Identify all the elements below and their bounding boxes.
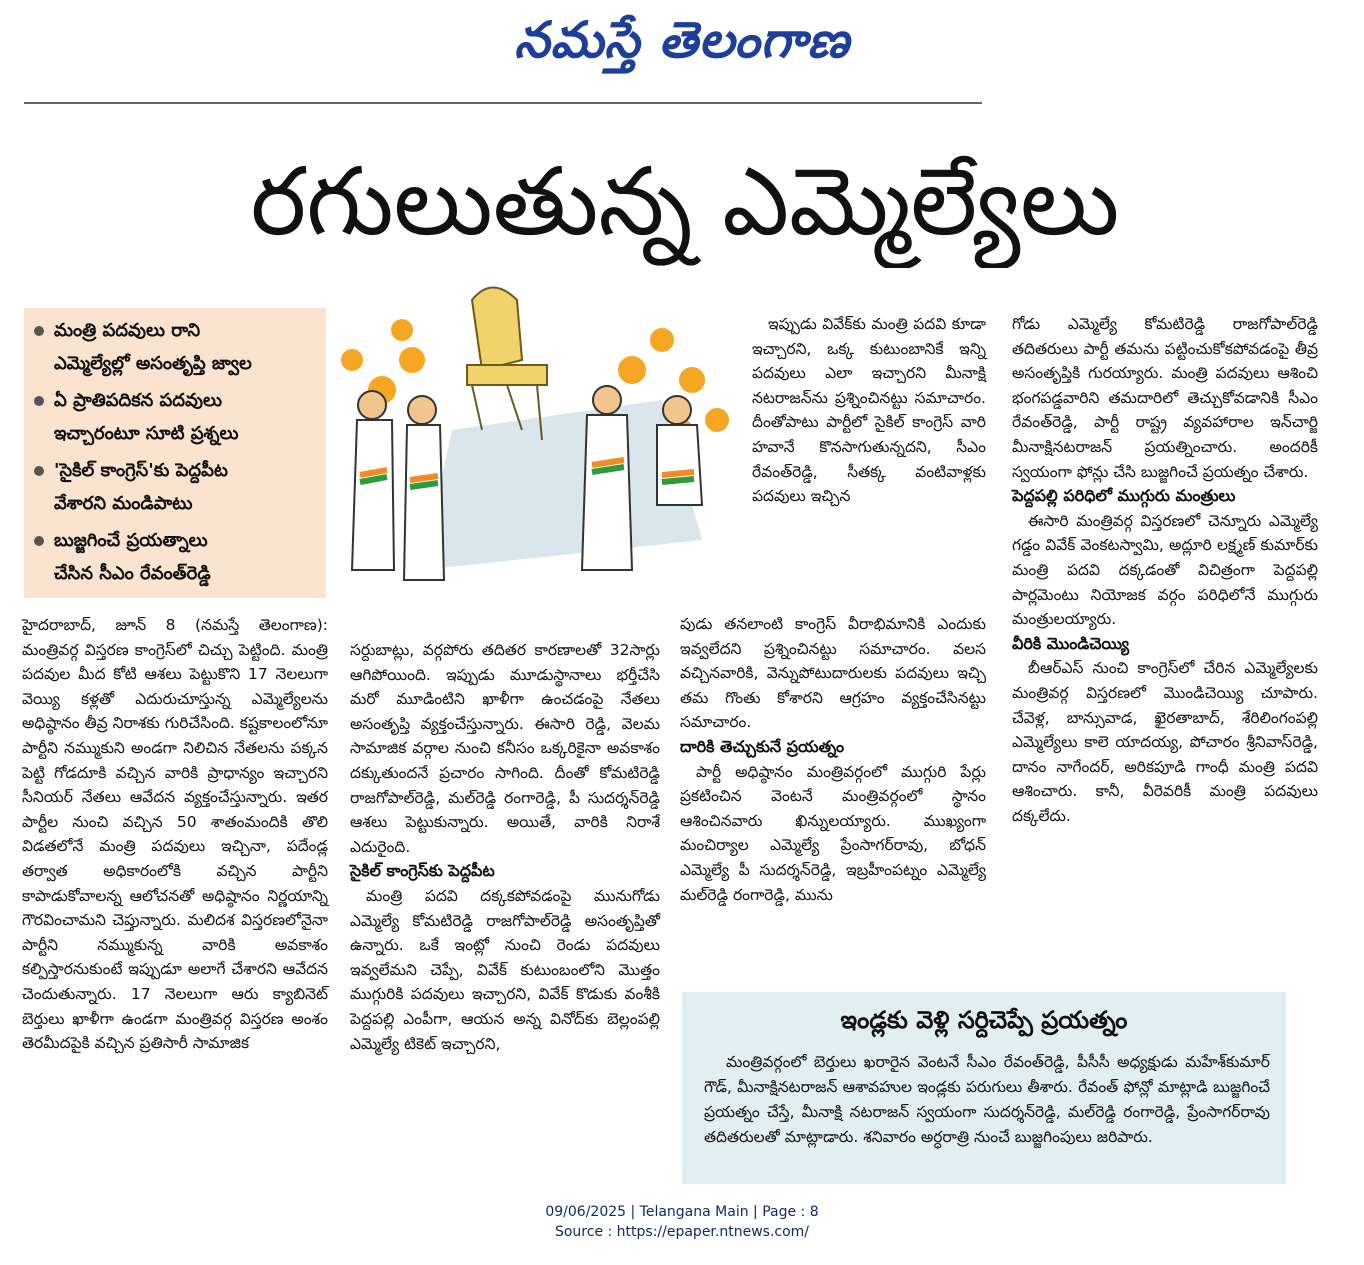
subheading: వీరికి మొండిచెయ్యి [1012,633,1130,653]
headline: రగులుతున్న ఎమ్మెల్యేలు [250,148,1120,257]
highlight-item: మంత్రి పదవులు రాని ఎమ్మెల్యేల్లో అసంతృప్తి జ్వాల [34,314,324,380]
highlight-item: ఏ ప్రాతిపదికన పదవులు ఇచ్చారంటూ సూటి ప్రశ్నలు [34,384,324,450]
page-footer [0,1202,1364,1242]
article-column-3-top: ఇప్పుడు వివేక్‌కు మంత్రి పదవి కూడా ఇచ్చారని, ఒక్క కుటుంబానికే ఇన్ని పదవులు ఎలా ఇచ్చారని మీనాక్షి నటరాజన్‌ను ప్రశ్నించినట్టు సమాచారం. దీంతోపాటు పార్టీలో సైకిల్ కాంగ్రెస్ వారి హవానే కొనసాగుతున్నదని, సీఎం రేవంత్‌రెడ్డి, సీతక్క వంటివాళ్లకు పదవులు ఇచ్చిన [752,315,986,506]
footer-date-page: 09/06/2025 | Telangana Main | Page : 8 [545,1204,819,1220]
subheading: దారికి తెచ్చుకునే ప్రయత్నం [680,736,845,756]
highlight-item: బుజ్జగించే ప్రయత్నాలు చేసిన సీఎం రేవంత్‌రెడ్డి [34,524,324,590]
cartoon-illustration [332,280,742,610]
highlights-box [24,308,326,598]
top-divider [24,102,982,104]
newspaper-logo: నమస్తే తెలంగాణ [514,10,850,69]
highlight-item: 'సైకిల్ కాంగ్రెస్'కు పెద్దపీట వేశారని మండిపాటు [34,454,324,520]
bullet-icon [34,536,44,546]
box-text: మంత్రివర్గంలో బెర్తులు ఖరారైన వెంటనే సీఎం రేవంత్‌రెడ్డి, పీసీసీ అధ్యక్షుడు మహేశ్‌కుమార్ గౌడ్, మీనాక్షినటరాజన్ ఆశావహుల ఇండ్లకు పరుగులు తీశారు. రేవంత్ ఫోన్లో మాట్లాడి బుజ్జగించే ప్రయత్నం చేస్తే, మీనాక్షి నటరాజన్ స్వయంగా సుదర్శన్‌రెడ్డి, మల్‌రెడ్డి రంగారెడ్డి, ప్రేంసాగర్‌రావు తదితరులతో మాట్లాడారు. శనివారం అర్ధరాత్రి నుంచే బుజ్జగింపులు జరిపారు. [704,1053,1270,1146]
subheading: పెద్దపల్లి పరిధిలో ముగ్గురు మంత్రులు [1012,486,1236,506]
masthead [0,0,1364,80]
box-title: ఇండ్లకు వెళ్లి సర్దిచెప్పే ప్రయత్నం [840,1006,1128,1034]
article-column-2: సర్దుబాట్లు, వర్గపోరు తదితర కారణాలతో 32సార్లు ఆగిపోయింది. ఇప్పుడు మూడుస్థానాలు భర్తీచేసి మరో మూడింటిని ఖాళీగా ఉంచడంపై నేతలు అసంతృప్తి వ్యక్తంచేస్తున్నారు. ఈసారి రెడ్డి, వెలమ సామాజిక వర్గాల నుంచి కనీసం ఒక్కరికైనా అవకాశం దక్కుతుందనే ప్రచారం సాగింది. దీంతో కోమటిరెడ్డి రాజగోపాల్‌రెడ్డి, మల్‌రెడ్డి రంగారెడ్డి, పీ సుదర్శన్‌రెడ్డి ఆశలు పెట్టుకున్నారు. అయితే, వారికి నిరాశే ఎదురైంది. సైకిల్ కాంగ్రెస్‌కు పెద్దపీట మంత్రి పదవి దక్కకపోవడంపై మునుగోడు ఎమ్మెల్యే కోమటిరెడ్డి రాజగోపాల్‌రెడ్డి అసంతృప్తితో ఉన్నారు. ఒకే ఇంట్లో నుంచి రెండు పదవులు ఇవ్వలేమని చెప్పే, వివేక్ కుటుంబంలోని మొత్తం ముగ్గురికి పదవులు ఇచ్చారని, వివేక్ కొడుకు వంశీకి పెద్దపల్లి ఎంపీగా, ఆయన అన్న వినోద్‌కు బెల్లంపల్లి ఎమ్మెల్యే టికెట్ ఇచ్చారని, [350,641,660,1053]
bullet-icon [34,396,44,406]
article-column-3: పుడు తనలాంటి కాంగ్రెస్ వీరాభిమానికి ఎందుకు ఇవ్వలేదని ప్రశ్నించినట్టు సమాచారం. వలస వచ్చినవారికి, వెన్నుపోటుదారులకు పదవులు ఇచ్చి తమ గొంతు కోశారని ఆగ్రహం వ్యక్తంచేసినట్టు సమాచారం. దారికి తెచ్చుకునే ప్రయత్నం పార్టీ అధిష్ఠానం మంత్రివర్గంలో ముగ్గురి పేర్లు ప్రకటించిన వెంటనే మంత్రివర్గంలో స్థానం ఆశించినవారు ఖిన్నులయ్యారు. ముఖ్యంగా మంచిర్యాల ఎమ్మెల్యే ప్రేంసాగర్‌రావు, బోధన్ ఎమ్మెల్యే పీ సుదర్శన్‌రెడ్డి, ఇబ్రహీంపట్నం ఎమ్మెల్యే మల్‌రెడ్డి రంగారెడ్డి, మును [680,615,986,904]
footer-source: Source : https://epaper.ntnews.com/ [554,1224,810,1240]
sidebar-box [682,992,1286,1184]
bullet-icon [34,326,44,336]
bullet-icon [34,466,44,476]
article-column-1: హైదరాబాద్, జూన్ 8 (నమస్తే తెలంగాణ): మంత్రివర్గ విస్తరణ కాంగ్రెస్‌లో చిచ్చు పెట్టింది. మంత్రి పదవుల మీద కోటి ఆశలు పెట్టుకొని 17 నెలలుగా వెయ్యి కళ్లతో ఎదురుచూస్తున్న ఎమ్మెల్యేలను అధిష్ఠానం తీవ్ర నిరాశకు గురిచేసింది. కష్టకాలంలోనూ పార్టీని నమ్ముకుని అండగా నిలిచిన నేతలను పక్కన పెట్టి గోడదూకి వచ్చిన వారికి ప్రాధాన్యం ఇచ్చారని సీనియర్ నేతలు ఆవేదన వ్యక్తంచేస్తున్నారు. ఇతర పార్టీల నుంచి వచ్చిన 50 శాతంమందికి తొలి విడతలోనే మంత్రి పదవులు ఇచ్చినా, పదేండ్ల తర్వాత అధికారంలోకి వచ్చిన పార్టీని కాపాడుకోవాలన్న ఆలోచనతో అధిష్ఠానం నిర్ణయాన్ని గౌరవించామని చెప్తున్నారు. మలిదశ విస్తరణలోనైనా పార్టీని నమ్ముకున్న వారికి అవకాశం కల్పిస్తారనుకుంటే ఇప్పుడూ అలాగే చేశారని ఆవేదన చెందుతున్నారు. 17 నెలలుగా ఆరు క్యాబినెట్ బెర్తులు ఖాళీగా ఉండగా మంత్రివర్గ విస్తరణ అంశం తెరమీదపైకి వచ్చిన ప్రతిసారీ సామాజిక [22,616,328,1053]
article-column-4: గోడు ఎమ్మెల్యే కోమటిరెడ్డి రాజగోపాల్‌రెడ్డి తదితరులు పార్టీ తమను పట్టించుకోకపోవడంపై తీవ్ర అసంతృప్తికి గురయ్యారు. మంత్రి పదవులు ఆశించి భంగపడ్డవారిని తమదారిలో తెచ్చుకోవడానికి సీఎం రేవంత్‌రెడ్డి, పార్టీ రాష్ట్ర వ్యవహారాల ఇన్‌చార్జి మీనాక్షినటరాజన్ ప్రయత్నించారు. అందరికీ స్వయంగా ఫోన్లు చేసి బుజ్జగించే ప్రయత్నం చేశారు. పెద్దపల్లి పరిధిలో ముగ్గురు మంత్రులు ఈసారి మంత్రివర్గ విస్తరణలో చెన్నూరు ఎమ్మెల్యే గడ్డం వివేక్ వెంకటస్వామి, అద్లూరి లక్ష్మణ్ కుమార్‌కు మంత్రి పదవి దక్కడంతో విచిత్రంగా పెద్దపల్లి పార్లమెంటు నియోజక వర్గం పరిధిలోనే ముగ్గురు మంత్రులయ్యారు. వీరికి మొండిచెయ్యి బీఆర్ఎస్ నుంచి కాంగ్రెస్‌లో చేరిన ఎమ్మెల్యేలకు మంత్రివర్గ విస్తరణలో మొండిచెయ్యి చూపారు. చేవెళ్ల, బాన్సువాడ, ఖైరతాబాద్, శేరిలింగంపల్లి ఎమ్మెల్యేలు కాలె యాదయ్య, పోచారం శ్రీనివాస్‌రెడ్డి, దానం నాగేందర్, అరికపూడి గాంధీ మంత్రి పదవి ఆశించారు. కానీ, వీరెవరికీ మంత్రి పదవులు దక్కలేదు. [1012,315,1318,825]
subheading: సైకిల్ కాంగ్రెస్‌కు పెద్దపీట [350,861,495,881]
